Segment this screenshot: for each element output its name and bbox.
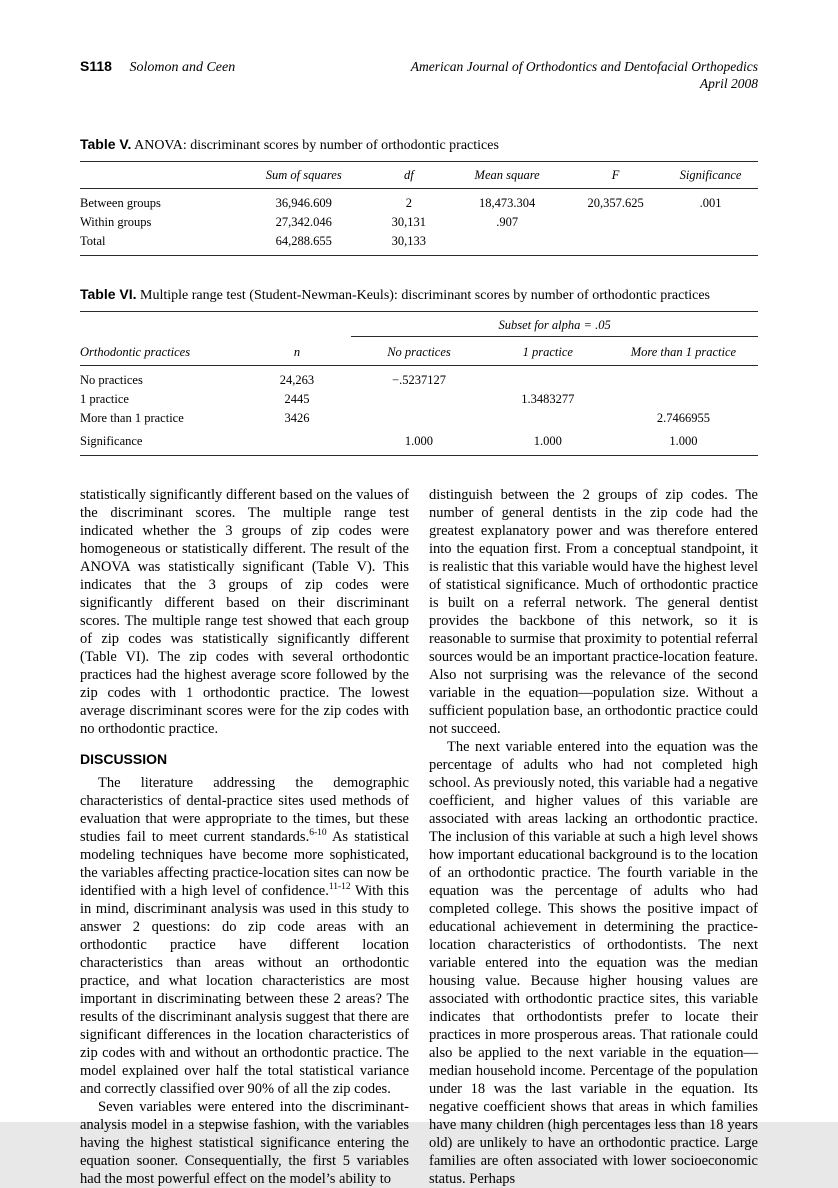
table-cell <box>487 366 609 391</box>
table-vi-label: Table VI. <box>80 286 137 302</box>
table-cell: 2.7466955 <box>656 411 710 425</box>
table-cell: 27,342.046 <box>275 215 332 229</box>
table-cell: 2 <box>405 196 412 210</box>
table-cell: 1.000 <box>404 434 434 448</box>
table-vi-column-header: No practices <box>387 345 451 359</box>
table-vi-caption <box>80 286 758 304</box>
table-cell <box>351 409 487 428</box>
table-cell <box>446 232 568 256</box>
reference-superscript: 6-10 <box>309 828 327 839</box>
table-cell <box>568 213 663 232</box>
subset-header: Subset for alpha = .05 <box>351 312 758 337</box>
running-head-right <box>411 58 758 92</box>
table-v-caption <box>80 136 758 154</box>
table-v-column-header: df <box>403 168 414 182</box>
table-vi-row <box>80 409 758 428</box>
paragraph: distinguish between the 2 groups of zip codes. The number of general dentists in the zip code had the greatest explanatory power and was therefore entered into the equation first. From a conceptual standpoint, it is realistic that this variable would have the highest level of statistical significance. Much of orthodontic practice is built on a referral network. The general dentist provides the backbone of this network, so it is reasonable to surmise that proximity to potential referral sources would be an important practice-location feature. Also not surprising was the relevance of the second variable in the equation—population size. Without a sufficient population base, an orthodontic practice could not succeed. <box>429 487 758 737</box>
table-cell <box>487 409 609 428</box>
table-cell: 30,133 <box>391 234 426 248</box>
table-cell: 30,131 <box>391 215 426 229</box>
table-cell <box>80 312 243 337</box>
journal-title: American Journal of Orthodontics and Dentofacial Orthopedics <box>410 59 758 74</box>
right-column <box>429 486 758 1188</box>
table-vi-column-header: More than 1 practice <box>630 345 737 359</box>
table-v-column-header: F <box>611 168 620 182</box>
discussion-heading: DISCUSSION <box>80 751 168 767</box>
table-anova <box>80 161 758 256</box>
table-vi-header-row <box>80 337 758 366</box>
table-cell: 64,288.655 <box>275 234 332 248</box>
paragraph: Seven variables were entered into the discriminant-analysis model in a stepwise fashion, with the variables having the highest statistical significance entering the equation sooner. Consequentially, the first 5 variables had the most powerful effect on the model’s ability to <box>80 1099 409 1187</box>
table-v-column-header: Mean square <box>474 168 540 182</box>
table-vi-row <box>80 428 758 456</box>
table-cell: More than 1 practice <box>80 411 184 425</box>
table-vi-column-header: Orthodontic practices <box>80 345 191 359</box>
table-v-row <box>80 189 758 214</box>
paragraph <box>80 774 409 1098</box>
table-cell: Within groups <box>80 215 152 229</box>
table-cell: 1.3483277 <box>521 392 575 406</box>
table-cell: 2445 <box>284 392 310 406</box>
table-v-column-header <box>80 162 236 189</box>
table-v-label: Table V. <box>80 136 132 152</box>
table-cell: −.5237127 <box>392 373 446 387</box>
table-vi-column-header: 1 practice <box>522 345 573 359</box>
table-cell: 36,946.609 <box>275 196 332 210</box>
table-v-row <box>80 213 758 232</box>
table-v-row <box>80 232 758 256</box>
table-cell <box>568 232 663 256</box>
table-cell: No practices <box>80 373 143 387</box>
table-vi-row <box>80 390 758 409</box>
table-vi-subset-row <box>80 312 758 337</box>
reference-superscript: 11-12 <box>328 882 351 893</box>
table-vi-column-header: n <box>293 345 301 359</box>
table-cell <box>351 390 487 409</box>
body-text <box>80 486 758 1188</box>
table-cell: 20,357.625 <box>587 196 644 210</box>
table-cell <box>243 312 351 337</box>
paragraph: The next variable entered into the equation was the percentage of adults who had not completed high school. As previously noted, this variable had a negative coefficient, and higher values of this variable are associated with areas lacking an orthodontic practice. The inclusion of this variable at such a high level shows how important educational background is to the location of an orthodontic practice. The fourth variable in the equation was the percentage of adults who had completed college. This shows the positive impact of educational achievement in determining the practice-location characteristics of orthodontists. The next variable entered into the equation was the median housing value. Because higher housing values are associated with orthodontic practice sites, this variable indicates that orthodontists prefer to locate their practices in more prosperous areas. That rationale could also be applied to the next variable in the equation—median household income. Percentage of the population under 18 was the last variable in the equation. Its negative coefficient shows that areas in which families have many children (high percentages less than 18 years old) are unlikely to have an orthodontic practice. Large families are often associated with lower socioeconomic status. Perhaps <box>429 739 758 1187</box>
paragraph: statistically significantly different based on the values of the discriminant scores. The multiple range test indicated whether the 3 groups of zip codes were homogeneous or statistically different. The result of the ANOVA was statistically significant (Table V). This indicates that the 3 groups of zip codes were significantly different based on their discriminant scores. The multiple range test showed that each group of zip codes was statistically significantly different (Table VI). The zip codes with several orthodontic practices had the highest average score followed by the zip codes with 1 orthodontic practice. The lowest average discriminant scores were for the zip codes with no orthodontic practice. <box>80 487 409 737</box>
table-vi-row <box>80 366 758 391</box>
table-cell: 1.000 <box>533 434 562 448</box>
table-cell <box>663 232 758 256</box>
table-cell: 3426 <box>284 411 310 425</box>
table-cell: .001 <box>699 196 722 210</box>
table-multiple-range-test <box>80 311 758 456</box>
paragraph-text: With this in mind, discriminant analysis was used in this study to answer 2 questions: do zip code areas with an orthodontic practice have different location characteristics than areas without an orthodontic practice, and what location characteristics are most important in discriminating between these 2 areas? The results of the discriminant analysis suggest that there are significant differences in the location characteristics of zip codes with and without an orthodontic practice. The model explained over half the total statistical variance and correctly classified over 90% of all the zip codes. <box>80 883 409 1097</box>
page-number: S118 <box>80 58 112 74</box>
issue-date: April 2008 <box>699 76 758 91</box>
table-v-header-row <box>80 162 758 189</box>
authors: Solomon and Ceen <box>129 60 236 75</box>
table-v-title: ANOVA: discriminant scores by number of orthodontic practices <box>134 138 499 153</box>
table-cell: 1.000 <box>669 434 698 448</box>
table-cell: Between groups <box>80 196 161 210</box>
left-column <box>80 486 409 1188</box>
table-cell <box>609 390 758 409</box>
running-head-left <box>80 58 235 76</box>
table-cell: 1 practice <box>80 392 129 406</box>
table-v-column-header: Significance <box>679 168 742 182</box>
table-cell: 18,473.304 <box>479 196 536 210</box>
running-head <box>80 58 758 92</box>
table-cell <box>663 213 758 232</box>
table-cell <box>243 428 351 456</box>
paragraph-text: As statistical modeling techniques have become more sophisticated, the variables affecting practice-location sites can now be identified with a high level of confidence. <box>80 829 409 899</box>
table-vi-title: Multiple range test (Student-Newman-Keuls): discriminant scores by number of orthodontic practices <box>140 288 711 303</box>
table-cell: Total <box>80 234 106 248</box>
table-cell: .907 <box>496 215 519 229</box>
table-cell: 24,263 <box>279 373 315 387</box>
table-cell <box>609 366 758 391</box>
table-cell: Significance <box>80 434 143 448</box>
paragraph-text: The literature addressing the demographic characteristics of dental-practice sites used methods of evaluation that were appropriate to the times, but these studies fail to meet current standards. <box>80 775 409 845</box>
table-v-column-header: Sum of squares <box>265 168 342 182</box>
